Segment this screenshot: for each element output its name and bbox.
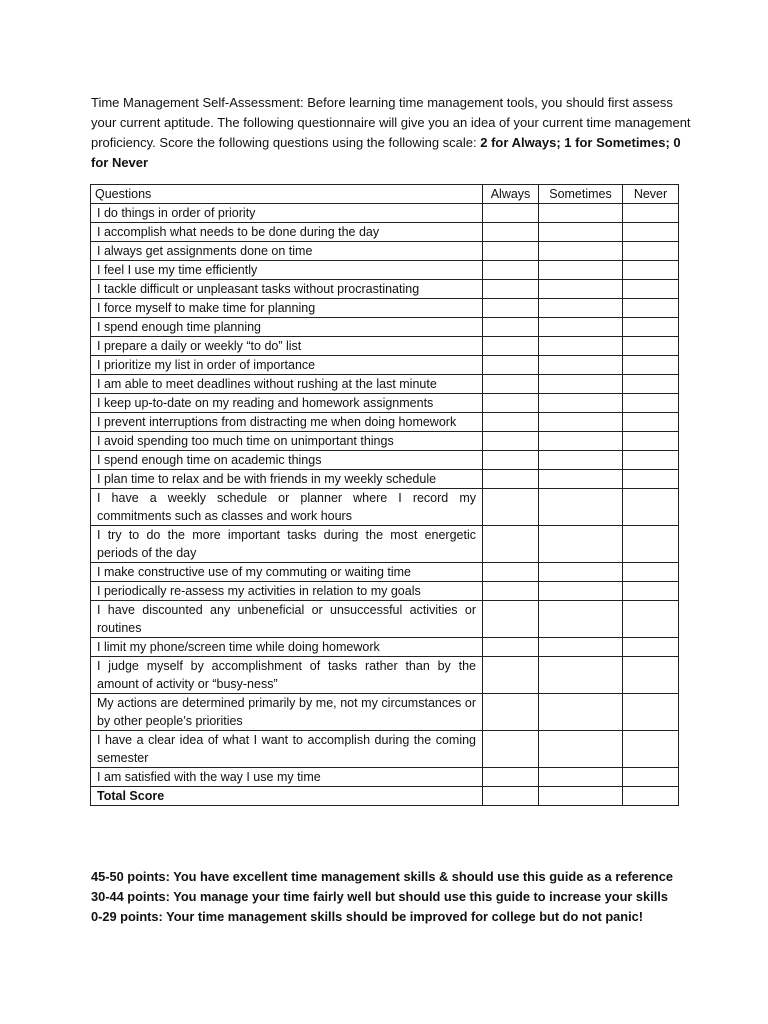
question-text: I have discounted any unbeneficial or unsuccessful activities or routines	[91, 601, 483, 638]
score-ranges	[91, 867, 731, 927]
sometimes-cell[interactable]	[539, 582, 623, 601]
table-row	[91, 223, 679, 242]
total-never-cell[interactable]	[623, 787, 679, 806]
question-text: My actions are determined primarily by me, not my circumstances or by other people’s priorities	[91, 694, 483, 731]
header-never: Never	[623, 185, 679, 204]
always-cell[interactable]	[483, 432, 539, 451]
never-cell[interactable]	[623, 337, 679, 356]
table-row	[91, 413, 679, 432]
never-cell[interactable]	[623, 356, 679, 375]
range-improve: 0-29 points: Your time management skills should be improved for college but do not panic!	[91, 909, 644, 924]
question-text: I accomplish what needs to be done during the day	[91, 223, 483, 242]
never-cell[interactable]	[623, 657, 679, 694]
sometimes-cell[interactable]	[539, 768, 623, 787]
always-cell[interactable]	[483, 413, 539, 432]
always-cell[interactable]	[483, 280, 539, 299]
always-cell[interactable]	[483, 768, 539, 787]
always-cell[interactable]	[483, 451, 539, 470]
questions-body	[91, 204, 679, 806]
table-row	[91, 657, 679, 694]
never-cell[interactable]	[623, 582, 679, 601]
never-cell[interactable]	[623, 394, 679, 413]
sometimes-cell[interactable]	[539, 375, 623, 394]
table-row	[91, 451, 679, 470]
sometimes-cell[interactable]	[539, 318, 623, 337]
never-cell[interactable]	[623, 470, 679, 489]
table-row	[91, 432, 679, 451]
question-text: I limit my phone/screen time while doing homework	[91, 638, 483, 657]
sometimes-cell[interactable]	[539, 731, 623, 768]
question-text: I plan time to relax and be with friends in my weekly schedule	[91, 470, 483, 489]
sometimes-cell[interactable]	[539, 526, 623, 563]
sometimes-cell[interactable]	[539, 694, 623, 731]
table-header-row	[91, 185, 679, 204]
always-cell[interactable]	[483, 694, 539, 731]
never-cell[interactable]	[623, 601, 679, 638]
question-text: I prevent interruptions from distracting me when doing homework	[91, 413, 483, 432]
never-cell[interactable]	[623, 731, 679, 768]
question-text: I try to do the more important tasks during the most energetic periods of the day	[91, 526, 483, 563]
question-text: I tackle difficult or unpleasant tasks without procrastinating	[91, 280, 483, 299]
sometimes-cell[interactable]	[539, 489, 623, 526]
sometimes-cell[interactable]	[539, 280, 623, 299]
table-row	[91, 375, 679, 394]
question-text: I feel I use my time efficiently	[91, 261, 483, 280]
question-text: I am satisfied with the way I use my time	[91, 768, 483, 787]
sometimes-cell[interactable]	[539, 261, 623, 280]
sometimes-cell[interactable]	[539, 394, 623, 413]
intro-scale: 2 for Always; 1 for Sometimes; 0 for Never	[91, 135, 681, 170]
question-text: I am able to meet deadlines without rushing at the last minute	[91, 375, 483, 394]
question-text: I spend enough time on academic things	[91, 451, 483, 470]
question-text: I keep up-to-date on my reading and homework assignments	[91, 394, 483, 413]
sometimes-cell[interactable]	[539, 451, 623, 470]
question-text: I always get assignments done on time	[91, 242, 483, 261]
sometimes-cell[interactable]	[539, 204, 623, 223]
table-row	[91, 356, 679, 375]
always-cell[interactable]	[483, 563, 539, 582]
question-text: I periodically re-assess my activities in relation to my goals	[91, 582, 483, 601]
table-row	[91, 489, 679, 526]
never-cell[interactable]	[623, 223, 679, 242]
intro-text: Time Management Self-Assessment: Before learning time management tools, you should first assess your current aptitude. The following questionnaire will give you an idea of your current time management proficiency. Score the following questions using the following scale:	[91, 95, 691, 150]
total-sometimes-cell[interactable]	[539, 787, 623, 806]
never-cell[interactable]	[623, 432, 679, 451]
always-cell[interactable]	[483, 261, 539, 280]
always-cell[interactable]	[483, 337, 539, 356]
sometimes-cell[interactable]	[539, 563, 623, 582]
never-cell[interactable]	[623, 299, 679, 318]
always-cell[interactable]	[483, 242, 539, 261]
always-cell[interactable]	[483, 318, 539, 337]
table-row	[91, 731, 679, 768]
table-row	[91, 694, 679, 731]
never-cell[interactable]	[623, 638, 679, 657]
table-row	[91, 261, 679, 280]
sometimes-cell[interactable]	[539, 223, 623, 242]
header-questions: Questions	[91, 185, 483, 204]
table-row	[91, 638, 679, 657]
intro-paragraph	[91, 93, 691, 173]
always-cell[interactable]	[483, 356, 539, 375]
sometimes-cell[interactable]	[539, 601, 623, 638]
always-cell[interactable]	[483, 299, 539, 318]
always-cell[interactable]	[483, 731, 539, 768]
always-cell[interactable]	[483, 394, 539, 413]
question-text: I avoid spending too much time on unimportant things	[91, 432, 483, 451]
table-row	[91, 768, 679, 787]
table-row	[91, 299, 679, 318]
range-fair: 30-44 points: You manage your time fairly well but should use this guide to increase your skills	[91, 889, 668, 904]
table-row	[91, 394, 679, 413]
question-text: I have a weekly schedule or planner where I record my commitments such as classes and work hours	[91, 489, 483, 526]
total-score-label: Total Score	[91, 787, 483, 806]
always-cell[interactable]	[483, 526, 539, 563]
table-row	[91, 204, 679, 223]
range-excellent: 45-50 points: You have excellent time management skills & should use this guide as a reference	[91, 869, 673, 884]
header-always: Always	[483, 185, 539, 204]
sometimes-cell[interactable]	[539, 337, 623, 356]
sometimes-cell[interactable]	[539, 413, 623, 432]
table-row	[91, 242, 679, 261]
table-row	[91, 280, 679, 299]
always-cell[interactable]	[483, 601, 539, 638]
table-row	[91, 582, 679, 601]
sometimes-cell[interactable]	[539, 299, 623, 318]
total-always-cell[interactable]	[483, 787, 539, 806]
never-cell[interactable]	[623, 318, 679, 337]
never-cell[interactable]	[623, 451, 679, 470]
table-row	[91, 563, 679, 582]
question-text: I have a clear idea of what I want to accomplish during the coming semester	[91, 731, 483, 768]
table-row	[91, 526, 679, 563]
never-cell[interactable]	[623, 563, 679, 582]
always-cell[interactable]	[483, 204, 539, 223]
question-text: I force myself to make time for planning	[91, 299, 483, 318]
never-cell[interactable]	[623, 242, 679, 261]
never-cell[interactable]	[623, 694, 679, 731]
never-cell[interactable]	[623, 768, 679, 787]
question-text: I spend enough time planning	[91, 318, 483, 337]
always-cell[interactable]	[483, 657, 539, 694]
total-score-row	[91, 787, 679, 806]
question-text: I judge myself by accomplishment of tasks rather than by the amount of activity or “busy-ness”	[91, 657, 483, 694]
question-text: I do things in order of priority	[91, 204, 483, 223]
question-text: I prioritize my list in order of importance	[91, 356, 483, 375]
table-row	[91, 601, 679, 638]
sometimes-cell[interactable]	[539, 242, 623, 261]
sometimes-cell[interactable]	[539, 432, 623, 451]
never-cell[interactable]	[623, 413, 679, 432]
assessment-table	[90, 184, 679, 806]
always-cell[interactable]	[483, 223, 539, 242]
table-row	[91, 337, 679, 356]
never-cell[interactable]	[623, 375, 679, 394]
never-cell[interactable]	[623, 489, 679, 526]
header-sometimes: Sometimes	[539, 185, 623, 204]
always-cell[interactable]	[483, 638, 539, 657]
always-cell[interactable]	[483, 375, 539, 394]
table-row	[91, 470, 679, 489]
always-cell[interactable]	[483, 470, 539, 489]
never-cell[interactable]	[623, 261, 679, 280]
never-cell[interactable]	[623, 280, 679, 299]
never-cell[interactable]	[623, 204, 679, 223]
sometimes-cell[interactable]	[539, 638, 623, 657]
question-text: I prepare a daily or weekly “to do” list	[91, 337, 483, 356]
sometimes-cell[interactable]	[539, 356, 623, 375]
sometimes-cell[interactable]	[539, 470, 623, 489]
sometimes-cell[interactable]	[539, 657, 623, 694]
question-text: I make constructive use of my commuting or waiting time	[91, 563, 483, 582]
always-cell[interactable]	[483, 489, 539, 526]
never-cell[interactable]	[623, 526, 679, 563]
table-row	[91, 318, 679, 337]
always-cell[interactable]	[483, 582, 539, 601]
